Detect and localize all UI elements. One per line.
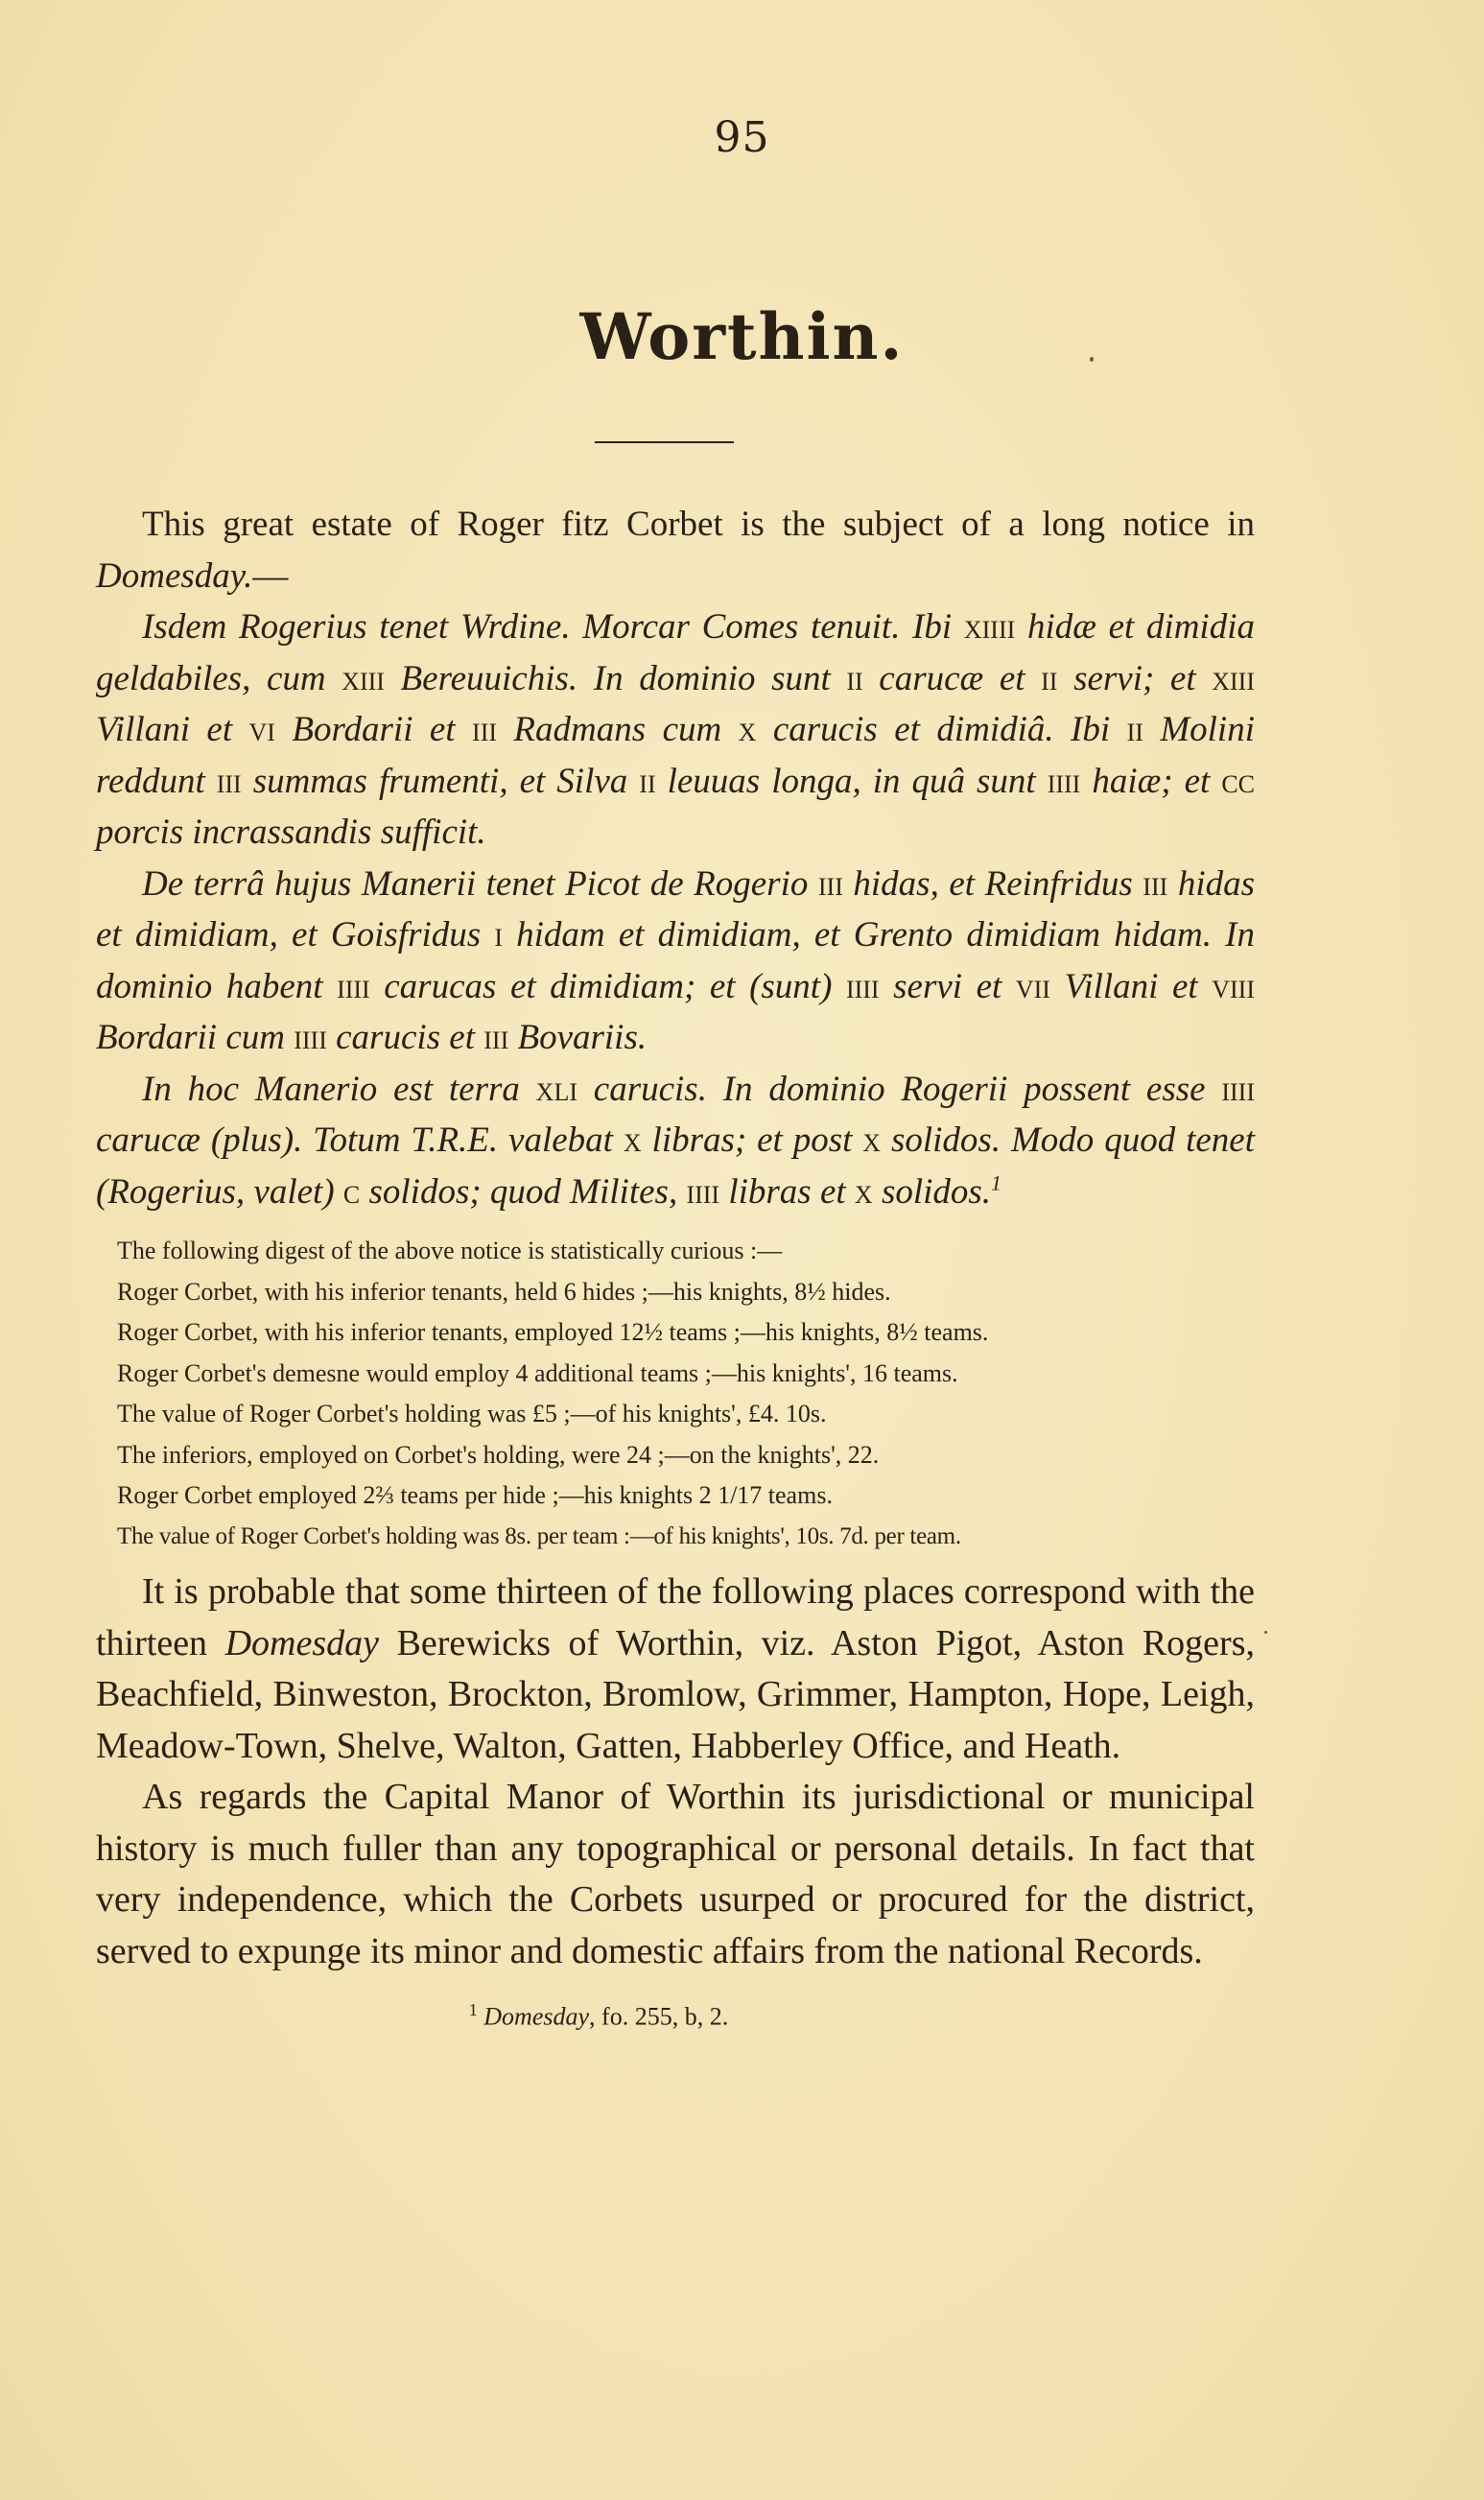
print-speck — [1090, 357, 1094, 362]
intro-paragraph: This great estate of Roger fitz Corbet is the subject of a long notice in Domesday.— — [96, 505, 1255, 596]
latin-paragraph-1: Isdem Rogerius tenet Wrdine. Morcar Comes tenuit. Ibi xiiii hidæ et dimidia geldabiles, cum xiii Bereuuichis. In dominio sunt ii carucæ et ii servi; et xiii Villani et vi Bordarii et iii Radmans cum x carucis et dimidiâ. Ibi ii Molini reddunt iii summas frumenti, et Silva ii leuuas longa, in quâ sunt iiii haiæ; et cc porcis incrassandis sufficit. — [96, 607, 1256, 852]
title-rule — [595, 441, 734, 443]
lower-text — [96, 1567, 1255, 1977]
digest-line: Roger Corbet employed 2⅔ teams per hide ;—his knights 2 1/17 teams. — [117, 1481, 833, 1509]
latin-paragraph-3: In hoc Manerio est terra xli carucis. In dominio Rogerii possent esse iiii carucæ (plus). Totum T.R.E. valebat x libras; et post x solidos. Modo quod tenet (Rogerius, valet) c solidos; quod Milites, iiii libras et x solidos.$^1$ — [96, 1069, 1255, 1212]
page-number: 95 — [714, 113, 770, 162]
digest-line: Roger Corbet's demesne would employ 4 additional teams ;—his knights', 16 teams. — [117, 1358, 958, 1387]
main-text — [96, 499, 1255, 1217]
digest-line: The value of Roger Corbet's holding was 8s. per team :—of his knights', 10s. 7d. per team. — [117, 1522, 961, 1549]
berewicks-paragraph: It is probable that some thirteen of the following places correspond with the thirteen Domesday Berewicks of Worthin, viz. Aston Pigot, Aston Rogers, Beachfield, Binweston, Brockton, Bromlow, Grimmer, Hampton, Hope, Leigh, Meadow-Town, Shelve, Walton, Gatten, Habberley Office, and Heath. — [96, 1571, 1255, 1766]
page-content — [96, 499, 1255, 2032]
digest-line: The value of Roger Corbet's holding was £5 ;—of his knights', £4. 10s. — [117, 1400, 827, 1427]
print-speck — [1264, 1631, 1267, 1634]
statistical-digest — [117, 1231, 1255, 1557]
chapter-title: Worthin. — [579, 299, 905, 374]
footnote-source: Domesday — [483, 2002, 590, 2031]
capital-manor-paragraph: As regards the Capital Manor of Worthin its jurisdictional or municipal history is much fuller than any topographical or personal details. In fact that very independence, which the Corbets usurped or procured for the district, served to expunge its minor and domestic affairs from the national Records. — [96, 1777, 1255, 1971]
digest-line: The following digest of the above notice is statistically curious :— — [117, 1237, 783, 1264]
digest-line: The inferiors, employed on Corbet's holding, were 24 ;—on the knights', 22. — [117, 1440, 880, 1469]
digest-line: Roger Corbet, with his inferior tenants, employed 12½ teams ;—his knights, 8½ teams. — [117, 1318, 989, 1346]
latin-paragraph-2: De terrâ hujus Manerii tenet Picot de Rogerio iii hidas, et Reinfridus iii hidas et dimidiam, et Goisfridus i hidam et dimidiam, et Grento dimidiam hidam. In dominio habent iiii carucas et dimidiam; et (sunt) iiii servi et vii Villani et viii Bordarii cum iiii carucis et iii Bovariis. — [96, 863, 1255, 1057]
digest-line: Roger Corbet, with his inferior tenants, held 6 hides ;—his knights, 8½ hides. — [117, 1277, 891, 1306]
footnote-reference: 1 — [991, 1170, 1002, 1195]
footnote-citation: , fo. 255, b, 2. — [589, 2002, 729, 2031]
footnote — [96, 2000, 1255, 2032]
footnote-mark: 1 — [468, 2000, 478, 2019]
